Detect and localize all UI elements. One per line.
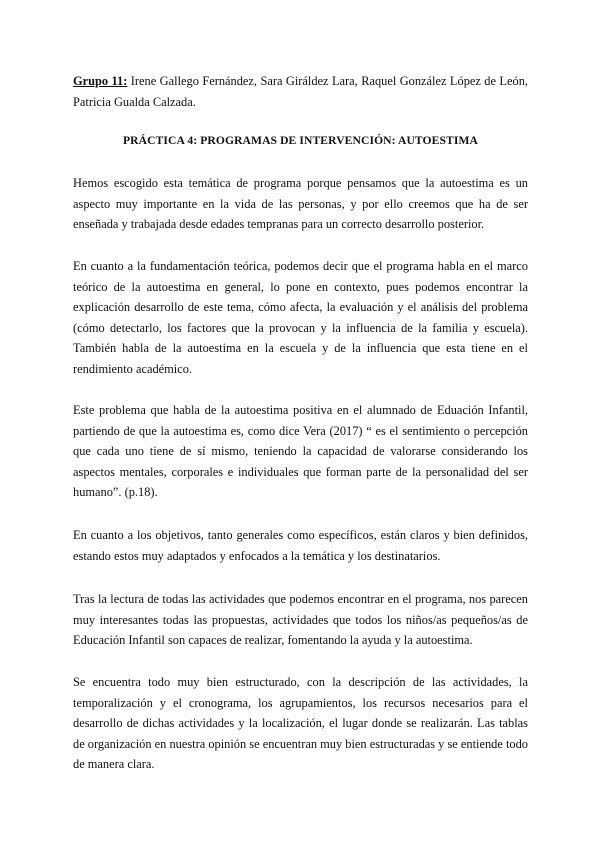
authors-names: Irene Gallego Fernández, Sara Giráldez Lara, Raquel González López de León, Patricia Gualda Calzada. [73,74,528,109]
paragraph-objectives: En cuanto a los objetivos, tanto generales como específicos, están claros y bien definidos, estando estos muy adaptados y enfocados a la temática y los destinatarios. [73,528,528,563]
document-title: PRÁCTICA 4: PROGRAMAS DE INTERVENCIÓN: AUTOESTIMA [122,134,479,147]
paragraph-topic-choice: Hemos escogido esta temática de programa porque pensamos que la autoestima es un aspecto muy importante en la vida de las personas, y por ello creemos que ha de ser enseñada y trabajada desde edades tempranas para un correcto desarrollo posterior. [73,176,528,232]
group-label: Grupo 11: [73,74,128,88]
paragraph-activities: Tras la lectura de todas las actividades que podemos encontrar en el programa, nos parecen muy interesantes todas las propuestas, actividades que todos los niños/as pequeños/as de Educación Infantil son capaces de realizar, fomentando la ayuda y la autoestima. [73,592,528,648]
paragraph-theoretical-foundation: En cuanto a la fundamentación teórica, podemos decir que el programa habla en el marco teórico de la autoestima en general, lo pone en contexto, pues podemos encontrar la explicación desarrollo de este tema, cómo afecta, la evaluación y el análisis del problema (cómo detectarlo, los factores que la provocan y la influencia de la familia y escuela). También habla de la autoestima en la escuela y de la influencia que esta tiene en el rendimiento académico. [73,259,528,376]
paragraph-problem-definition: Este problema que habla de la autoestima positiva en el alumnado de Eduación Infantil, partiendo de que la autoestima es, como dice Vera (2017) “ es el sentimiento o percepción que cada uno tiene de sí mismo, teniendo la capacidad de valorarse considerando los aspectos mentales, corporales e individuales que forman parte de la personalidad del ser humano”. (p.18). [73,403,528,500]
authors-line [73,71,528,112]
paragraph-structure: Se encuentra todo muy bien estructurado, con la descripción de las actividades, la temporalización y el cronograma, los agrupamientos, los recursos necesarios para el desarrollo de dichas actividades y la localización, el lugar donde se realizarán. Las tablas de organización en nuestra opinión se encuentran muy bien estructuradas y se entiende todo de manera clara. [73,675,528,772]
